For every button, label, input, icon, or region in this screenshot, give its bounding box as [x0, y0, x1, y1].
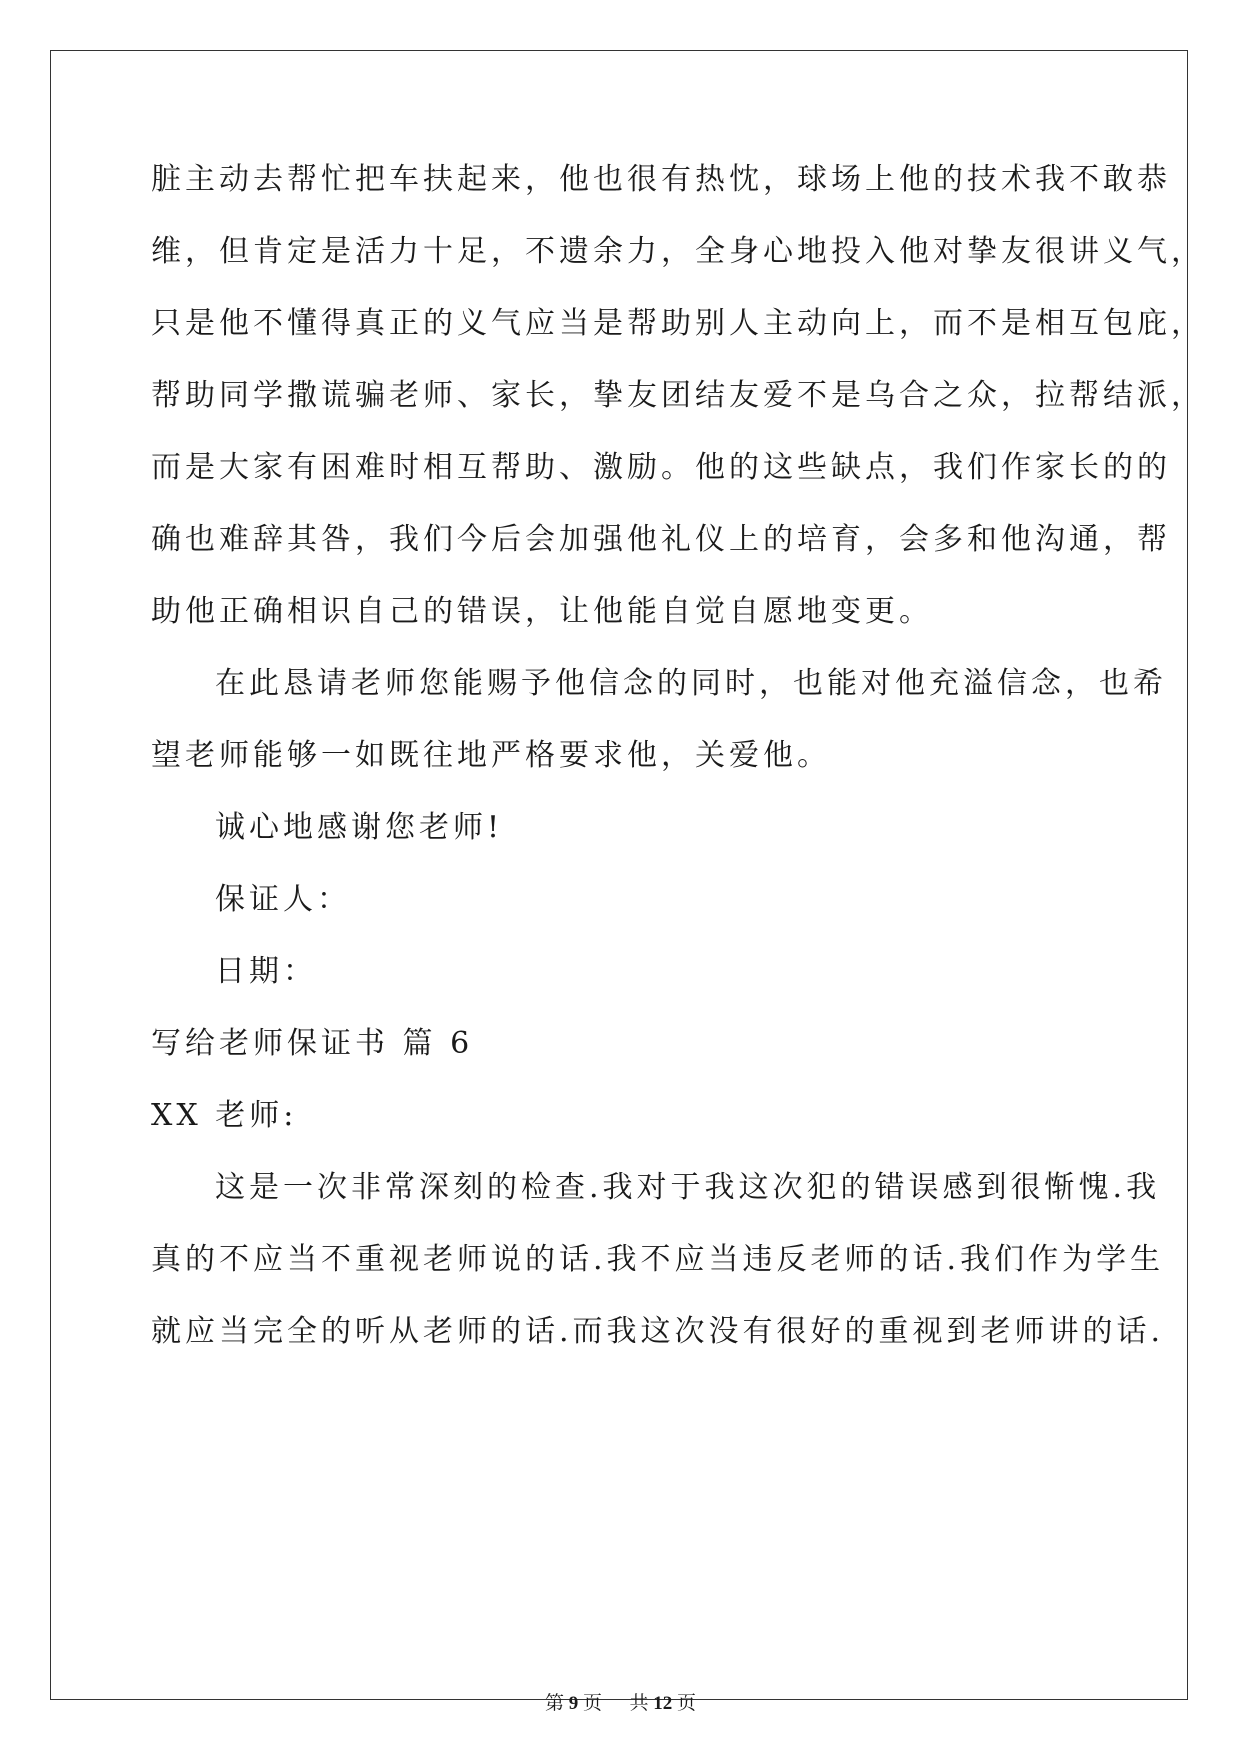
text-line-6: 确也难辞其咎，我们今后会加强他礼仪上的培育，会多和他沟通，帮	[151, 522, 1171, 557]
text-line-7: 助他正确相识自己的错误，让他能自觉自愿地变更。	[151, 594, 933, 629]
text-line-1: 脏主动去帮忙把车扶起来，他也很有热忱，球场上他的技术我不敢恭	[151, 162, 1171, 197]
text-line-5: 而是大家有困难时相互帮助、激励。他的这些缺点，我们作家长的的	[151, 450, 1171, 485]
page-footer	[0, 1688, 1241, 1715]
page-prefix: 第	[544, 1693, 564, 1714]
text-line-3: 只是他不懂得真正的义气应当是帮助别人主动向上，而不是相互包庇，	[151, 306, 1205, 341]
page-border	[50, 50, 1188, 1700]
page-suffix: 页	[582, 1693, 602, 1714]
closing-thanks: 诚心地感谢您老师!	[215, 810, 504, 845]
total-prefix: 共	[629, 1693, 649, 1714]
text-line-9: 望老师能够一如既往地严格要求他，关爱他。	[151, 738, 831, 773]
total-pages: 12	[653, 1693, 673, 1714]
total-suffix: 页	[677, 1693, 697, 1714]
text-line-16: 真的不应当不重视老师说的话.我不应当违反老师的话.我们作为学生	[151, 1242, 1165, 1277]
text-line-4: 帮助同学撒谎骗老师、家长，挚友团结友爱不是乌合之众，拉帮结派，	[151, 378, 1205, 413]
salutation: XX 老师:	[151, 1098, 298, 1133]
text-line-17: 就应当完全的听从老师的话.而我这次没有很好的重视到老师讲的话.	[151, 1314, 1165, 1349]
text-line-8: 在此恳请老师您能赐予他信念的同时，也能对他充溢信念，也希	[215, 666, 1167, 701]
date-label: 日期：	[215, 954, 317, 989]
section-heading: 写给老师保证书 篇 6	[151, 1026, 474, 1061]
text-line-15: 这是一次非常深刻的检查.我对于我这次犯的错误感到很惭愧.我	[215, 1170, 1161, 1205]
page-number: 9	[568, 1693, 579, 1714]
text-line-2: 维，但肯定是活力十足，不遗余力，全身心地投入他对挚友很讲义气，	[151, 234, 1205, 269]
guarantor-label: 保证人：	[215, 882, 351, 917]
